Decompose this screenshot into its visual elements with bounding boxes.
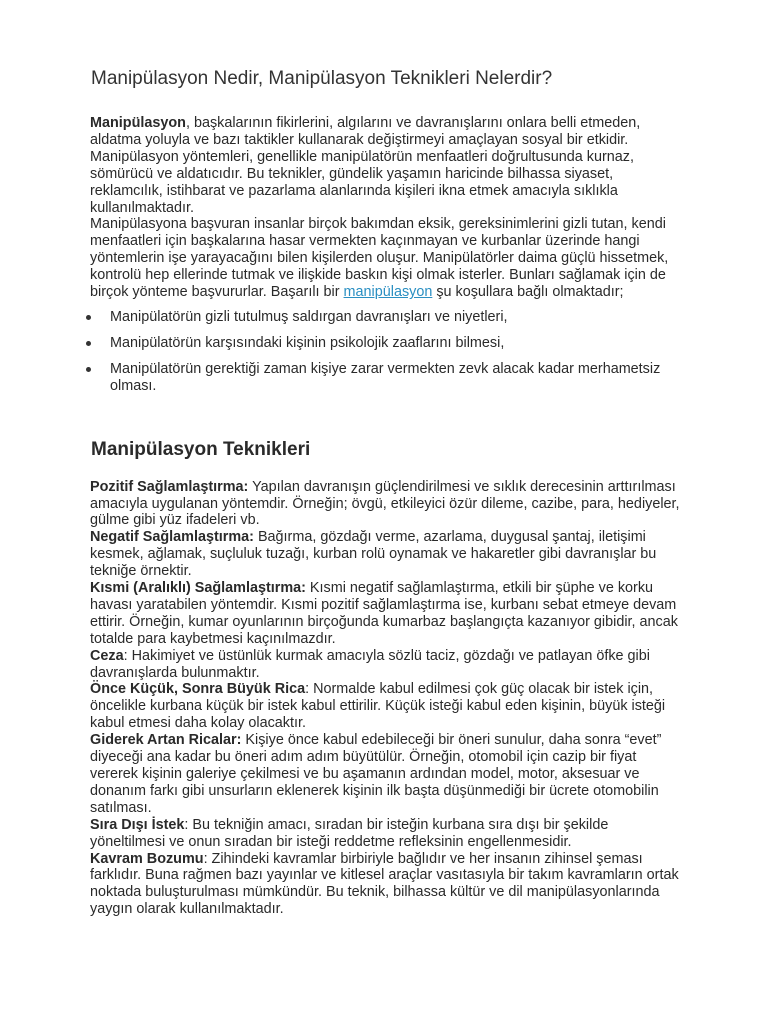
technique-item — [90, 529, 680, 580]
technique-text: Kişiye önce kabul edebileceği bir öneri sunulur, daha sonra “evet” diyeceği ana kadar bu öneri adım adım büyütülür. Örneğin, otomobil için cazip bir fiyat vererek kişinin galeriye çekilmesi ve bu aşamanın ardından model, motor, aksesuar ve donanım farkı gibi unsurların eklenerek kişinin ilk başta düşünmediği bir ücrete otomobilin satılması. — [90, 732, 662, 816]
intro-text-1: , başkalarının fikirlerini, algılarını ve davranışlarını onlara belli etmeden, aldatma yoluyla ve bazı taktikler kullanarak değiştirmeyi amaçlayan sosyal bir etkidir. Manipülasyon yöntemleri, genellikle manipülatörün menfaatleri doğrultusunda kurnaz, sömürücü ve aldatıcıdır. Bu teknikler, gündelik yaşamın haricinde bilhassa siyaset, reklamcılık, istihbarat ve pazarlama alanlarında kişileri ikna etmek amacıyla sıklıkla kullanılmaktadır. — [90, 115, 641, 216]
technique-text: : Normalde kabul edilmesi çok güç olacak bir istek için, öncelikle kurbana küçük bir istek kabul ettirilir. Küçük isteği kabul eden kişinin, büyük isteği kabul etmesi daha kolay olacaktır. — [90, 681, 666, 732]
technique-term: Negatif Sağlamlaştırma: — [90, 529, 254, 546]
intro-text-2: Manipülasyona başvuran insanlar birçok bakımdan eksik, gereksinimlerini gizli tutan, kendi menfaatleri için başkalarına hasar vermekten kaçınmayan ve kurbanlar üzerinde hangi yöntemlerin işe yarayacağını bilen kişilerden oluşur. Manipülatörler daima güçlü hissetmek, kontrolü hep ellerinde tutmak ve ilişkide baskın kişi olmak isterler. Bunları sağlamak için de birçok yönteme başvururlar. Başarılı bir — [90, 216, 669, 301]
technique-text: Yapılan davranışın güçlendirilmesi ve sıklık derecesinin arttırılması amacıyla uygulanan yöntemdir. Örneğin; övgü, etkileyici özür dileme, cazibe, para, hediyeler, gülme gibi yüz ifadeleri vb. — [90, 478, 680, 529]
technique-text: : Hakimiyet ve üstünlük kurmak amacıyla sözlü taciz, gözdağı ve patlayan öfke gibi davranışlarda bulunmaktır. — [90, 647, 650, 681]
intro-paragraph-1 — [90, 115, 680, 216]
page-title: Manipülasyon Nedir, Manipülasyon Teknikleri Nelerdir? — [91, 68, 553, 89]
list-item-text: Manipülatörün gerektiği zaman kişiye zarar vermekten zevk alacak kadar merhametsiz olması. — [110, 360, 661, 394]
bullet-icon — [86, 367, 91, 372]
technique-item — [90, 732, 680, 817]
section-title: Manipülasyon Teknikleri — [91, 438, 311, 460]
technique-item — [90, 580, 680, 648]
manipulasyon-link[interactable]: manipülasyon — [343, 284, 433, 301]
intro-term: Manipülasyon — [90, 115, 186, 131]
technique-text: Kısmi negatif sağlamlaştırma, etkili bir şüphe ve korku havası yaratabilen yöntemdir. Kısmi pozitif sağlamlaştırma ise, kurbanı sebat etmeye devam ettirir. Örneğin, kumar oyunlarının birçoğunda kumarbaz başlangıçta kazanıyor gibidir, ancak totalde para kaybetmesi kaçınılmazdır. — [90, 580, 678, 647]
technique-term: Kavram Bozumu — [90, 850, 204, 867]
technique-item — [90, 479, 680, 530]
technique-term: Önce Küçük, Sonra Büyük Rica — [90, 681, 306, 698]
list-item — [90, 361, 680, 395]
list-item-text: Manipülatörün gizli tutulmuş saldırgan davranışları ve niyetleri, — [110, 308, 508, 325]
technique-term: Giderek Artan Ricalar: — [90, 732, 242, 749]
technique-text: : Zihindeki kavramlar birbiriyle bağlıdır ve her insanın zihinsel şeması farklıdır. Buna rağmen bazı yayınlar ve kitlesel araçlar vasıtasıyla bir takım kavramların ortak noktada buluşturulması mümkündür. Bu teknik, bilhassa kültür ve dil manipülasyonlarında yaygın olarak kullanılmaktadır. — [90, 850, 679, 918]
technique-term: Ceza — [90, 647, 124, 664]
list-item-text: Manipülatörün karşısındaki kişinin psikolojik zaaflarını bilmesi, — [110, 334, 505, 351]
techniques-list — [90, 479, 680, 919]
intro-text-3: şu koşullara bağlı olmaktadır; — [432, 284, 624, 301]
list-item — [90, 335, 680, 352]
technique-term: Kısmi (Aralıklı) Sağlamlaştırma: — [90, 580, 306, 597]
list-item — [90, 309, 680, 326]
technique-item — [90, 681, 680, 732]
technique-term: Pozitif Sağlamlaştırma: — [90, 478, 249, 495]
document-page — [90, 64, 680, 918]
technique-item — [90, 817, 680, 851]
technique-item — [90, 851, 680, 919]
technique-text: : Bu tekniğin amacı, sıradan bir isteğin kurbana sıra dışı bir şekilde yöneltilmesi ve onun sıradan bir isteği reddetme refleksinin engellenmesidir. — [90, 816, 609, 850]
conditions-list — [90, 309, 680, 395]
technique-term: Sıra Dışı İstek — [90, 816, 185, 833]
technique-text: Bağırma, gözdağı verme, azarlama, duygusal şantaj, iletişimi kesmek, ağlamak, suçluluk tuzağı, kurban rolü oynamak ve hakaretler gibi davranışlar bu tekniğe örnektir. — [90, 529, 657, 580]
technique-item — [90, 648, 680, 682]
bullet-icon — [86, 315, 91, 320]
bullet-icon — [86, 341, 91, 346]
intro-paragraph-2 — [90, 216, 680, 301]
